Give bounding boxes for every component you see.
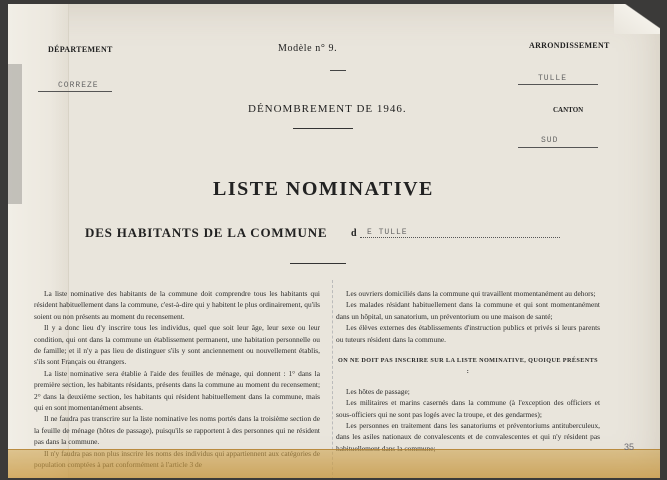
census-year-heading: DÉNOMBREMENT DE 1946.	[248, 103, 407, 115]
pencil-annotation: 35	[624, 442, 635, 452]
commune-value: E TULLE	[367, 228, 408, 237]
modele-rule	[330, 70, 346, 71]
canton-value: SUD	[541, 136, 559, 145]
right-paragraph: Les élèves externes des établissements d'instruction publics et privés si leurs parents ou tuteurs résident dans la commune.	[336, 323, 600, 344]
left-paragraph: Il ne faudra pas transcrire sur la liste nominative les noms portés dans la troisième section de la feuille de ménage (hôtes de passage), puisqu'ils se rapportent à des personnes qui ne résident pas dans la commune.	[34, 414, 320, 447]
arrondissement-line	[518, 84, 598, 85]
canton-line	[518, 147, 598, 148]
paper-tear	[8, 64, 22, 204]
commune-prefix: d	[351, 228, 357, 239]
left-paragraph: La liste nominative sera établie à l'aide des feuilles de ménage, qui donnent : 1° dans la première section, les habitants résidants, présents dans la commune au moment du recensement; 2° dans la deuxième section, les habitants qui résident habituellement dans la commune, mais qui en sont momentanément absents.	[34, 368, 320, 413]
census-sheet	[8, 4, 660, 478]
arrondissement-value: TULLE	[538, 74, 568, 83]
folded-corner	[614, 4, 660, 34]
departement-value: CORREZE	[58, 81, 99, 90]
denombrement-rule	[293, 128, 353, 129]
right-paragraph: Les personnes en traitement dans les sanatoriums et préventoriums antituberculeux, dans les asiles nationaux de convalescents et de convalescentes et qui n'y résident pas	[336, 421, 600, 442]
arrondissement-label: ARRONDISSEMENT	[529, 41, 610, 50]
right-column	[336, 288, 600, 454]
commune-line	[360, 237, 560, 238]
right-paragraph: Les malades résidant habituellement dans la commune et qui sont momentanément dans un hôpital, un sanatorium, un préventorium ou une maison de santé;	[336, 300, 600, 321]
left-column	[34, 288, 320, 471]
modele-number: Modèle n° 9.	[278, 43, 338, 54]
adhesive-tape-strip	[8, 449, 660, 478]
right-column-heading: ON NE DOIT PAS INSCRIRE SUR LA LISTE NOMINATIVE, QUOIQUE PRÉSENTS :	[338, 357, 598, 376]
subtitle-rule	[290, 263, 346, 264]
document-title: LISTE NOMINATIVE	[213, 178, 434, 200]
left-paragraph: La liste nominative des habitants de la commune doit comprendre tous les habitants qui résident habituellement dans la commune, c'est-à-dire qui y habitent le plus ordinairement, qu'ils soient ou non présents au moment du recensement.	[34, 289, 320, 321]
departement-label: DÉPARTEMENT	[48, 45, 113, 54]
right-paragraph: Les ouvriers domiciliés dans la commune qui travaillent momentanément au dehors;	[346, 289, 596, 298]
canton-label: CANTON	[553, 106, 584, 114]
right-paragraph: Les militaires et marins casernés dans la commune (à l'exception des officiers et sous-officiers qui ne sont pas logés avec la troupe, et des gendarmes);	[336, 398, 600, 419]
left-paragraph: Il y a donc lieu d'y inscrire tous les individus, quel que soit leur âge, leur sexe ou leur condition, qui ont dans la commune un établissement permanent, une habitation personnelle ou de famille; et il n'y a pas lieu de distinguer s'ils y sont anciennement ou nouvellement établis, s'ils sont Français ou étrangers.	[34, 323, 320, 367]
right-paragraph: Les hôtes de passage;	[346, 386, 410, 396]
document-subtitle: DES HABITANTS DE LA COMMUNE	[85, 225, 328, 240]
departement-line	[38, 91, 112, 92]
